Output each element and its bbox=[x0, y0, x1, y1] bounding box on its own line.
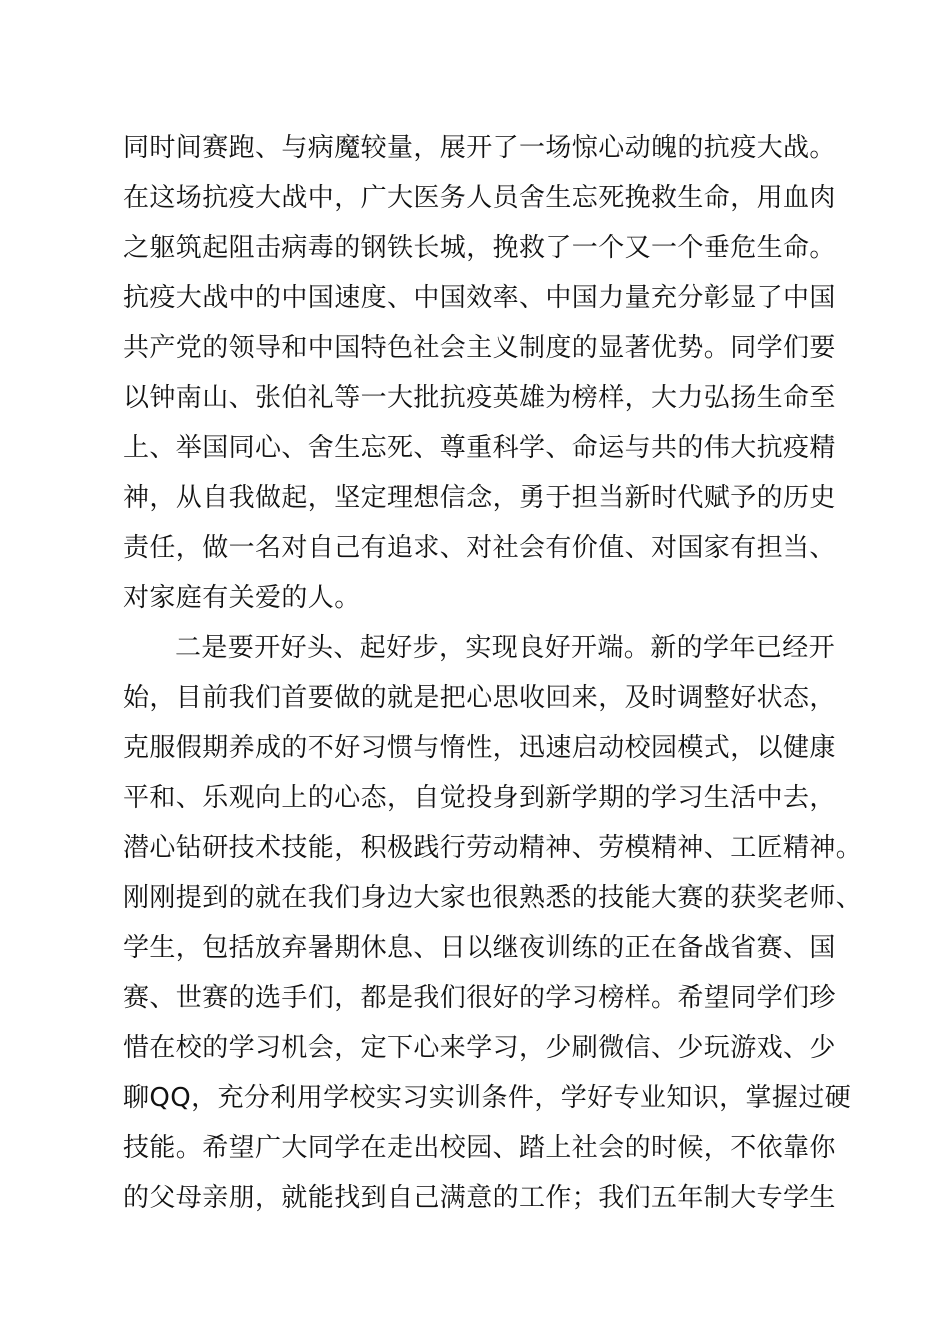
paragraph-start-line: 二是要开好头、起好步，实现良好开端。新的学年已经开 bbox=[175, 633, 836, 663]
text-line: 之躯筑起阻击病毒的钢铁长城，挽救了一个又一个垂危生命。 bbox=[123, 233, 836, 263]
text-line: 在这场抗疫大战中，广大医务人员舍生忘死挽救生命，用血肉 bbox=[123, 183, 836, 213]
text-line: 惜在校的学习机会，定下心来学习，少刷微信、少玩游戏、少 bbox=[123, 1033, 836, 1063]
text-line: 的父母亲朋，就能找到自己满意的工作；我们五年制大专学生 bbox=[123, 1183, 836, 1213]
text-line: 始，目前我们首要做的就是把心思收回来，及时调整好状态， bbox=[123, 683, 836, 713]
text-line: 学生，包括放弃暑期休息、日以继夜训练的正在备战省赛、国 bbox=[123, 933, 836, 963]
text-line: 上、举国同心、舍生忘死、尊重科学、命运与共的伟大抗疫精 bbox=[123, 433, 836, 463]
text-line: 同时间赛跑、与病魔较量，展开了一场惊心动魄的抗疫大战。 bbox=[123, 133, 836, 163]
text-line: 责任，做一名对自己有追求、对社会有价值、对国家有担当、 bbox=[123, 533, 836, 563]
text-line: 刚刚提到的就在我们身边大家也很熟悉的技能大赛的获奖老师、 bbox=[123, 883, 863, 913]
text-line: 聊QQ，充分利用学校实习实训条件，学好专业知识，掌握过硬 bbox=[123, 1083, 852, 1113]
text-line: 共产党的领导和中国特色社会主义制度的显著优势。同学们要 bbox=[123, 333, 836, 363]
text-line: 平和、乐观向上的心态，自觉投身到新学期的学习生活中去， bbox=[123, 783, 836, 813]
text-line: 赛、世赛的选手们，都是我们很好的学习榜样。希望同学们珍 bbox=[123, 983, 836, 1013]
text-line: 克服假期养成的不好习惯与惰性，迅速启动校园模式，以健康 bbox=[123, 733, 836, 763]
text-line: 潜心钻研技术技能，积极践行劳动精神、劳模精神、工匠精神。 bbox=[123, 833, 863, 863]
text-line: 抗疫大战中的中国速度、中国效率、中国力量充分彰显了中国 bbox=[123, 283, 836, 313]
text-line: 技能。希望广大同学在走出校园、踏上社会的时候，不依靠你 bbox=[123, 1133, 836, 1163]
text-line: 以钟南山、张伯礼等一大批抗疫英雄为榜样，大力弘扬生命至 bbox=[123, 383, 836, 413]
text-line: 神，从自我做起，坚定理想信念，勇于担当新时代赋予的历史 bbox=[123, 483, 836, 513]
text-line: 对家庭有关爱的人。 bbox=[123, 583, 361, 613]
